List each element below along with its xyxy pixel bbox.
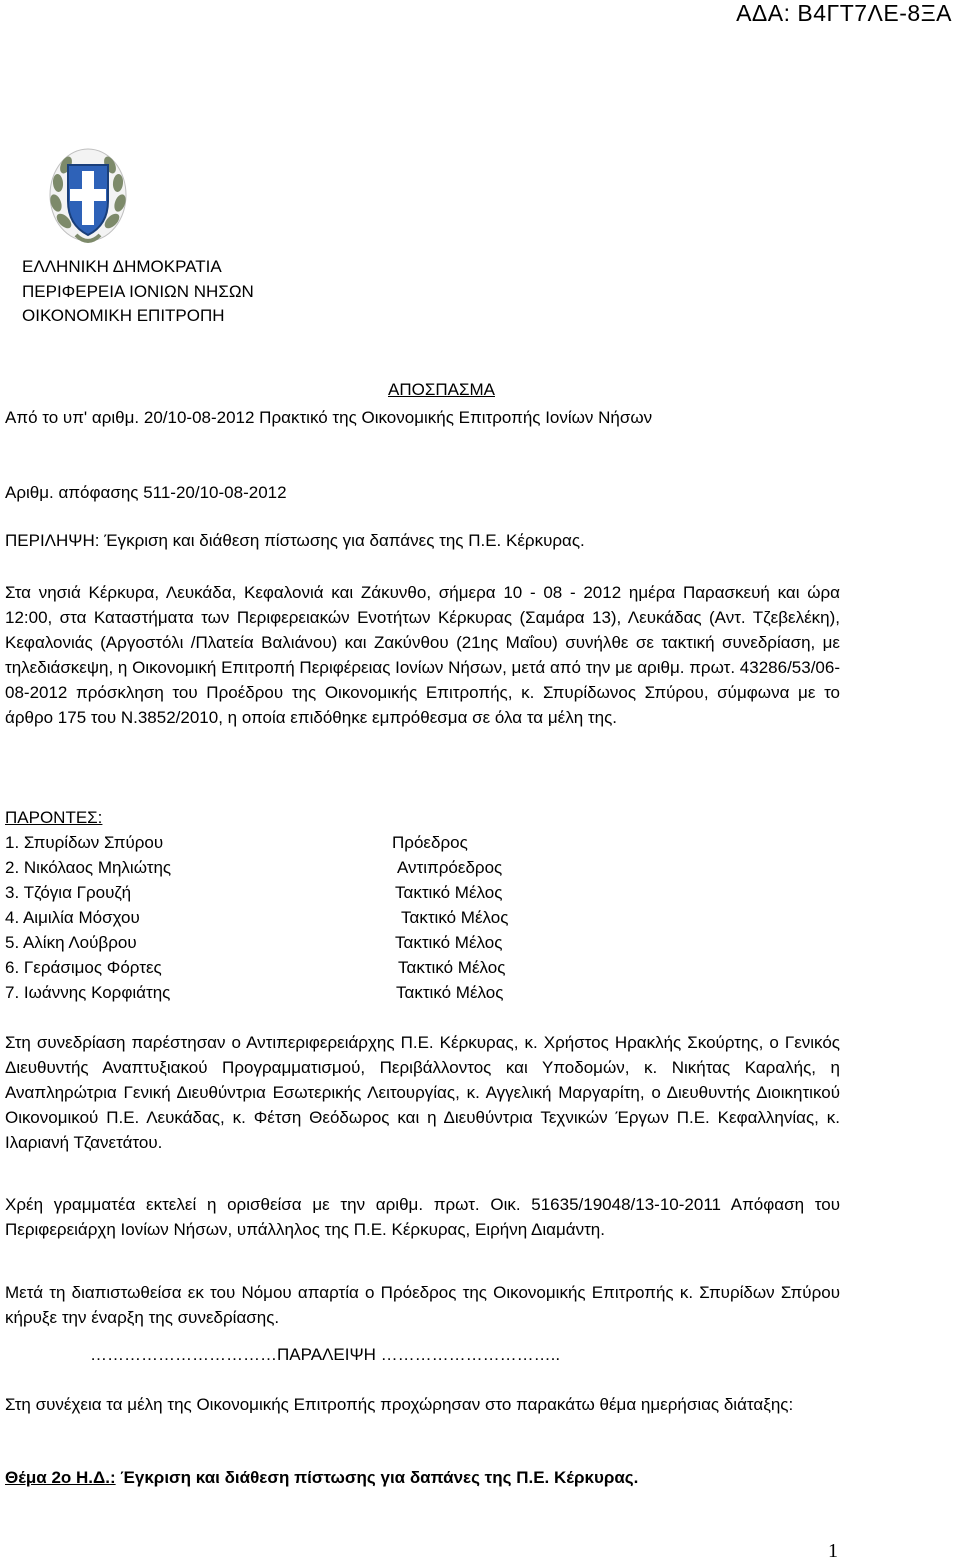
attendees-paragraph: Στη συνεδρίαση παρέστησαν ο Αντιπεριφερειάρχης Π.Ε. Κέρκυρας, κ. Χρήστος Ηρακλής Σκούρτης, ο Γενικός Διευθυντής Αναπτυξιακού Προγραμματισμού, Περιβάλλοντος και Υποδομών, κ. Νικήτας Καραλής, η Αναπληρώτρια Γενική Διευθύντρια Εσωτερικής Λειτουργίας, κ. Αγγελική Μαργαρίτη, ο Διευθυντής Διοικητικού Οικονομικού Π.Ε. Λευκάδας, κ. Φέτση Θεόδωρος και η Διευθύντρια Τεχνικών Έργων Π.Ε. Κεφαλληνίας, κ. Ιλαριανή Τζανετάτου. <box>5 1033 840 1152</box>
ada-code: ΑΔΑ: Β4ΓΤ7ΛΕ-8ΞΑ <box>736 0 952 26</box>
member-role: Τακτικό Μέλος <box>401 908 509 927</box>
member-role: Τακτικό Μέλος <box>396 983 504 1002</box>
member-name: 4. Αιμιλία Μόσχου <box>5 908 140 927</box>
from-line: Από το υπ' αριθμ. 20/10-08-2012 Πρακτικό της Οικονομικής Επιτροπής Ιονίων Νήσων <box>5 408 653 427</box>
member-name: 2. Νικόλαος Μηλιώτης <box>5 858 172 877</box>
member-row <box>5 880 605 905</box>
member-name: 6. Γεράσιμος Φόρτες <box>5 958 162 977</box>
header-line-1: ΕΛΛΗΝΙΚΗ ΔΗΜΟΚΡΑΤΙΑ <box>22 257 222 276</box>
continue-paragraph: Στη συνέχεια τα μέλη της Οικονομικής Επιτροπής προχώρησαν στο παρακάτω θέμα ημερήσιας διάταξης: <box>5 1395 794 1414</box>
header-line-2: ΠΕΡΙΦΕΡΕΙΑ ΙΟΝΙΩΝ ΝΗΣΩΝ <box>22 282 254 301</box>
header-line-3: ΟΙΚΟΝΟΜΙΚΗ ΕΠΙΤΡΟΠΗ <box>22 306 225 325</box>
member-name: 5. Αλίκη Λούβρου <box>5 933 137 952</box>
intro-paragraph: Στα νησιά Κέρκυρα, Λευκάδα, Κεφαλονιά και Ζάκυνθο, σήμερα 10 - 08 - 2012 ημέρα Παρασκευή και ώρα 12:00, στα Καταστήματα των Περιφερειακών Ενοτήτων Κέρκυρας (Σαμάρα 13), Λευκάδας (Αντ. Τζεβελέκη), Κεφαλονιάς (Αργοστόλι /Πλατεία Βαλιάνου) και Ζακύνθου (21ης Μαΐου) συνήλθε σε τακτική συνεδρίαση, με τηλεδιάσκεψη, η Οικονομική Επιτροπή Περιφέρειας Ιονίων Νήσων, μετά από την με αριθμ. πρωτ. 43286/53/06-08-2012 πρόσκληση του Προέδρου της Οικονομικής Επιτροπής, κ. Σπυρίδωνος Σπύρου, σύμφωνα με το άρθρο 175 του Ν.3852/2010, η οποία επιδόθηκε εμπρόθεσμα σε όλα τα μέλη της. <box>5 583 840 727</box>
doc-title: ΑΠΟΣΠΑΣΜΑ <box>388 380 495 399</box>
topic-text: Έγκριση και διάθεση πίστωσης για δαπάνες της Π.Ε. Κέρκυρας. <box>115 1468 639 1487</box>
member-name: 3. Τζόγια Γρουζή <box>5 883 132 902</box>
member-row <box>5 905 605 930</box>
greek-emblem-icon <box>46 143 130 251</box>
secretary-paragraph: Χρέη γραμματέα εκτελεί η ορισθείσα με την αριθμ. πρωτ. Οικ. 51635/19048/13-10-2011 Απόφαση του Περιφερειάρχη Ιονίων Νήσων, υπάλληλος της Π.Ε. Κέρκυρας, Ειρήνη Διαμάντη. <box>5 1195 840 1239</box>
member-name: 7. Ιωάννης Κορφιάτης <box>5 983 171 1002</box>
present-title: ΠΑΡΟΝΤΕΣ: <box>5 808 103 827</box>
decision-number: Αριθμ. απόφασης 511-20/10-08-2012 <box>5 483 287 502</box>
member-name: 1. Σπυρίδων Σπύρου <box>5 833 164 852</box>
summary-line: ΠΕΡΙΛΗΨΗ: Έγκριση και διάθεση πίστωσης για δαπάνες της Π.Ε. Κέρκυρας. <box>5 531 585 550</box>
member-row <box>5 830 605 855</box>
member-row <box>5 930 605 955</box>
member-role: Τακτικό Μέλος <box>395 933 503 952</box>
omission-line: ……………………………ΠΑΡΑΛΕΙΨΗ ………………………….. <box>90 1345 561 1364</box>
member-role: Τακτικό Μέλος <box>395 883 503 902</box>
topic-label: Θέμα 2ο Η.Δ.: <box>5 1468 116 1487</box>
member-role: Πρόεδρος <box>392 833 468 852</box>
member-row <box>5 855 605 880</box>
page-number: 1 <box>828 1540 838 1562</box>
topic-line <box>5 1465 840 1490</box>
quorum-paragraph: Μετά τη διαπιστωθείσα εκ του Νόμου απαρτία ο Πρόεδρος της Οικονομικής Επιτροπής κ. Σπυρίδων Σπύρου κήρυξε την έναρξη της συνεδρίασης. <box>5 1283 840 1327</box>
member-role: Τακτικό Μέλος <box>398 958 506 977</box>
member-role: Αντιπρόεδρος <box>397 858 503 877</box>
member-row <box>5 980 605 1005</box>
member-row <box>5 955 605 980</box>
